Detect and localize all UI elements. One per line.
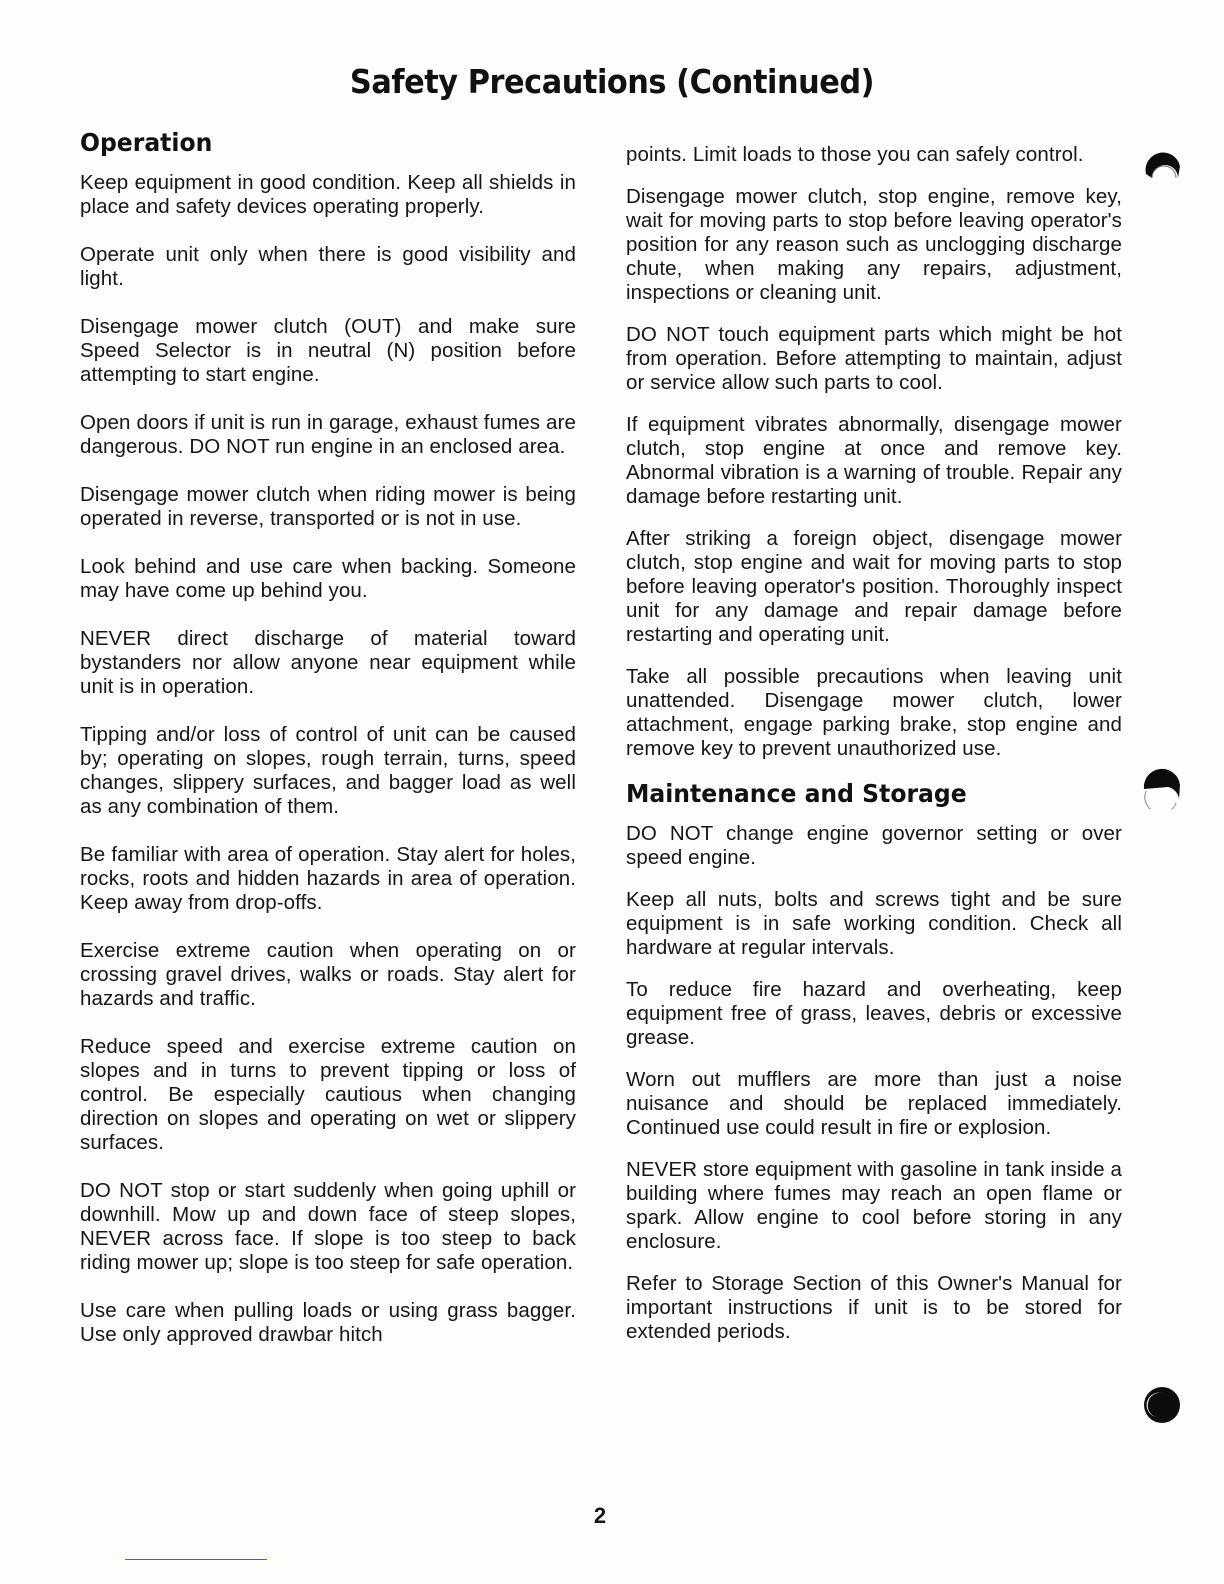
paragraph: Take all possible precautions when leaving unit unattended. Disengage mower clutch, lower attachment, engage parking brake, stop engine and remove key to prevent unauthorized use. (626, 665, 1122, 760)
paragraph: Operate unit only when there is good visibility and light. (80, 243, 576, 290)
binder-hole-icon (1140, 765, 1184, 809)
binder-hole-icon (1140, 1383, 1184, 1427)
paragraph: Keep all nuts, bolts and screws tight and be sure equipment is in safe working condition. Check all hardware at regular intervals. (626, 888, 1122, 959)
paragraph: After striking a foreign object, disengage mower clutch, stop engine and wait for moving parts to stop before leaving operator's position. Thoroughly inspect unit for any damage and repair damage before restarting and operating unit. (626, 527, 1122, 646)
paragraph: NEVER direct discharge of material toward bystanders nor allow anyone near equipment while unit is in operation. (80, 627, 576, 698)
paragraph: Exercise extreme caution when operating on or crossing gravel drives, walks or roads. Stay alert for hazards and traffic. (80, 939, 576, 1010)
right-column (626, 143, 1122, 1362)
paragraph: Disengage mower clutch when riding mower is being operated in reverse, transported or is not in use. (80, 483, 576, 530)
left-column (80, 128, 576, 1371)
paragraph: DO NOT change engine governor setting or over speed engine. (626, 822, 1122, 869)
paragraph: NEVER store equipment with gasoline in tank inside a building where fumes may reach an open flame or spark. Allow engine to cool before storing in any enclosure. (626, 1158, 1122, 1253)
paragraph: Use care when pulling loads or using grass bagger. Use only approved drawbar hitch (80, 1299, 576, 1346)
binder-hole-icon (1140, 144, 1184, 188)
paragraph: Look behind and use care when backing. Someone may have come up behind you. (80, 555, 576, 602)
divider (125, 1559, 267, 1560)
paragraph: Worn out mufflers are more than just a noise nuisance and should be replaced immediately. Continued use could result in fire or explosion. (626, 1068, 1122, 1139)
paragraph: Be familiar with area of operation. Stay alert for holes, rocks, roots and hidden hazards in area of operation. Keep away from drop-offs. (80, 843, 576, 914)
page-number: 2 (593, 1503, 607, 1528)
paragraph: Disengage mower clutch (OUT) and make sure Speed Selector is in neutral (N) position before attempting to start engine. (80, 315, 576, 386)
paragraph: DO NOT stop or start suddenly when going uphill or downhill. Mow up and down face of steep slopes, NEVER across face. If slope is too steep to back riding mower up; slope is too steep for safe operation. (80, 1179, 576, 1274)
paragraph: Open doors if unit is run in garage, exhaust fumes are dangerous. DO NOT run engine in an enclosed area. (80, 411, 576, 458)
paragraph: Keep equipment in good condition. Keep all shields in place and safety devices operating properly. (80, 171, 576, 218)
page-title: Safety Precautions (Continued) (349, 62, 875, 101)
paragraph: points. Limit loads to those you can safely control. (626, 143, 1084, 166)
paragraph: Reduce speed and exercise extreme caution on slopes and in turns to prevent tipping or loss of control. Be especially cautious when changing direction on slopes and operating on wet or slippery surfaces. (80, 1035, 576, 1154)
paragraph: Disengage mower clutch, stop engine, remove key, wait for moving parts to stop before leaving operator's position for any reason such as unclogging discharge chute, when making any repairs, adjustment, inspections or cleaning unit. (626, 185, 1122, 304)
paragraph: Tipping and/or loss of control of unit can be caused by; operating on slopes, rough terrain, turns, speed changes, slippery surfaces, and bagger load as well as any combination of them. (80, 723, 576, 818)
section-heading-maintenance: Maintenance and Storage (626, 779, 967, 808)
section-heading-operation: Operation (80, 128, 213, 157)
paragraph: DO NOT touch equipment parts which might be hot from operation. Before attempting to maintain, adjust or service allow such parts to cool. (626, 323, 1122, 394)
paragraph: To reduce fire hazard and overheating, keep equipment free of grass, leaves, debris or excessive grease. (626, 978, 1122, 1049)
paragraph: If equipment vibrates abnormally, disengage mower clutch, stop engine at once and remove key. Abnormal vibration is a warning of trouble. Repair any damage before restarting unit. (626, 413, 1122, 508)
paragraph: Refer to Storage Section of this Owner's Manual for important instructions if unit is to be stored for extended periods. (626, 1272, 1122, 1343)
